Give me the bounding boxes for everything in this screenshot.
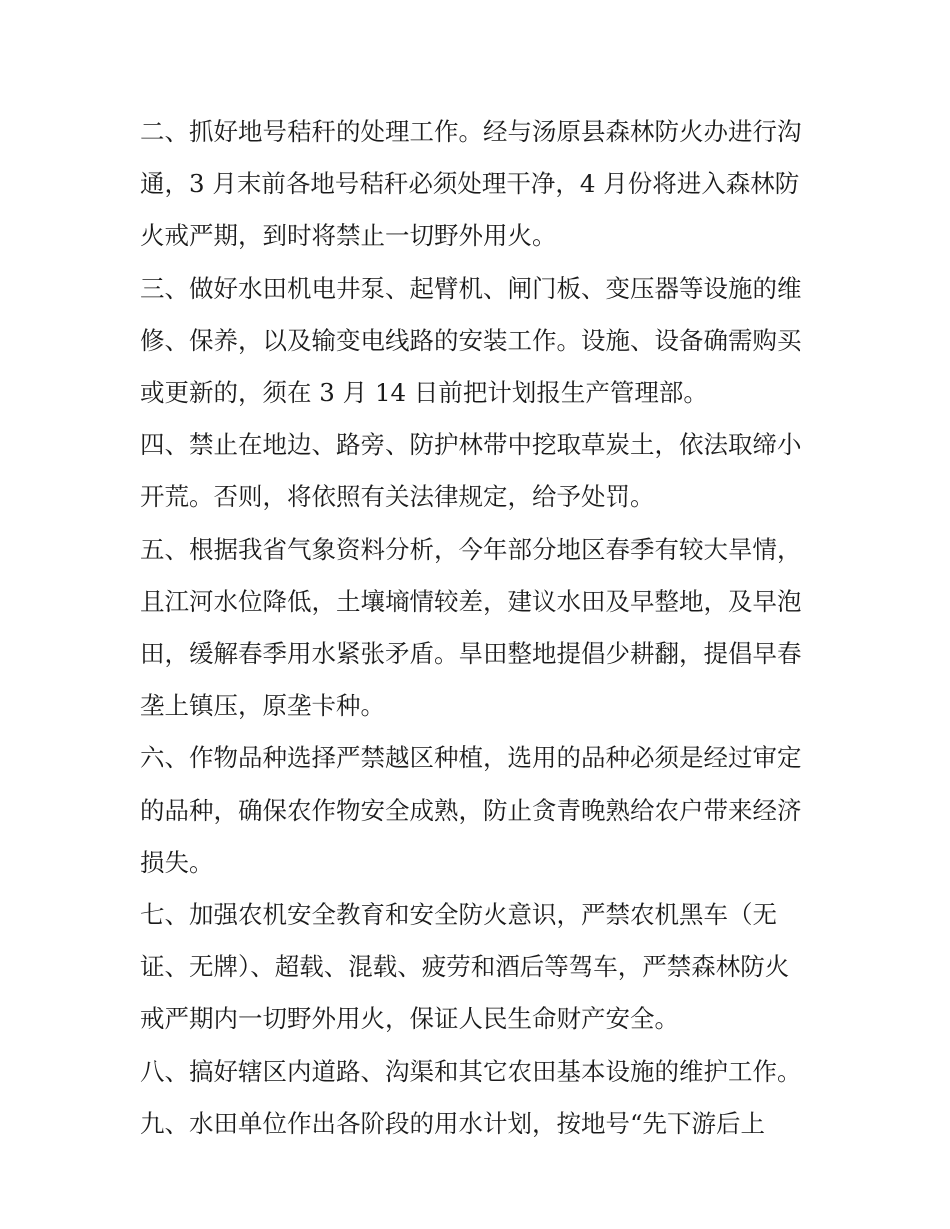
paragraph-5	[140, 524, 820, 733]
line: 开荒。否则，将依照有关法律规定，给予处罚。	[140, 482, 655, 512]
line: 火戒严期，到时将禁止一切野外用火。	[140, 221, 557, 251]
line: 损失。	[140, 847, 214, 877]
paragraph-4	[140, 419, 820, 523]
paragraph-2	[140, 106, 820, 263]
line: 四、禁止在地边、路旁、防护林带中挖取草炭土，依法取缔小	[140, 430, 802, 460]
paragraph-3	[140, 263, 820, 420]
line: 证、无牌）、超载、混载、疲劳和酒后等驾车，严禁森林防火	[140, 952, 790, 982]
paragraph-6	[140, 732, 820, 889]
line: 田，缓解春季用水紧张矛盾。旱田整地提倡少耕翻，提倡早春	[140, 639, 802, 669]
line: 七、加强农机安全教育和安全防火意识，严禁农机黑车（无	[140, 900, 777, 930]
line: 五、根据我省气象资料分析，今年部分地区春季有较大旱情，	[140, 534, 802, 564]
line: 且江河水位降低，土壤墒情较差，建议水田及早整地，及早泡	[140, 586, 802, 616]
line: 垄上镇压，原垄卡种。	[140, 691, 385, 721]
paragraph-8	[140, 1046, 820, 1098]
line: 的品种，确保农作物安全成熟，防止贪青晚熟给农户带来经济	[140, 795, 802, 825]
line: 修、保养，以及输变电线路的安装工作。设施、设备确需购买	[140, 325, 802, 355]
line: 九、水田单位作出各阶段的用水计划，按地号“先下游后上	[140, 1108, 766, 1138]
line: 六、作物品种选择严禁越区种植，选用的品种必须是经过审定	[140, 743, 802, 773]
line: 三、做好水田机电井泵、起臂机、闸门板、变压器等设施的维	[140, 273, 802, 303]
paragraph-7	[140, 889, 820, 1046]
line: 或更新的，须在 3 月 14 日前把计划报生产管理部。	[140, 378, 708, 408]
line: 戒严期内一切野外用火，保证人民生命财产安全。	[140, 1004, 679, 1034]
paragraph-9	[140, 1098, 820, 1150]
document-body	[140, 106, 820, 1150]
line: 通，3 月末前各地号秸秆必须处理干净，4 月份将进入森林防	[140, 169, 800, 199]
line: 二、抓好地号秸秆的处理工作。经与汤原县森林防火办进行沟	[140, 117, 802, 146]
line: 八、搞好辖区内道路、沟渠和其它农田基本设施的维护工作。	[140, 1056, 802, 1086]
